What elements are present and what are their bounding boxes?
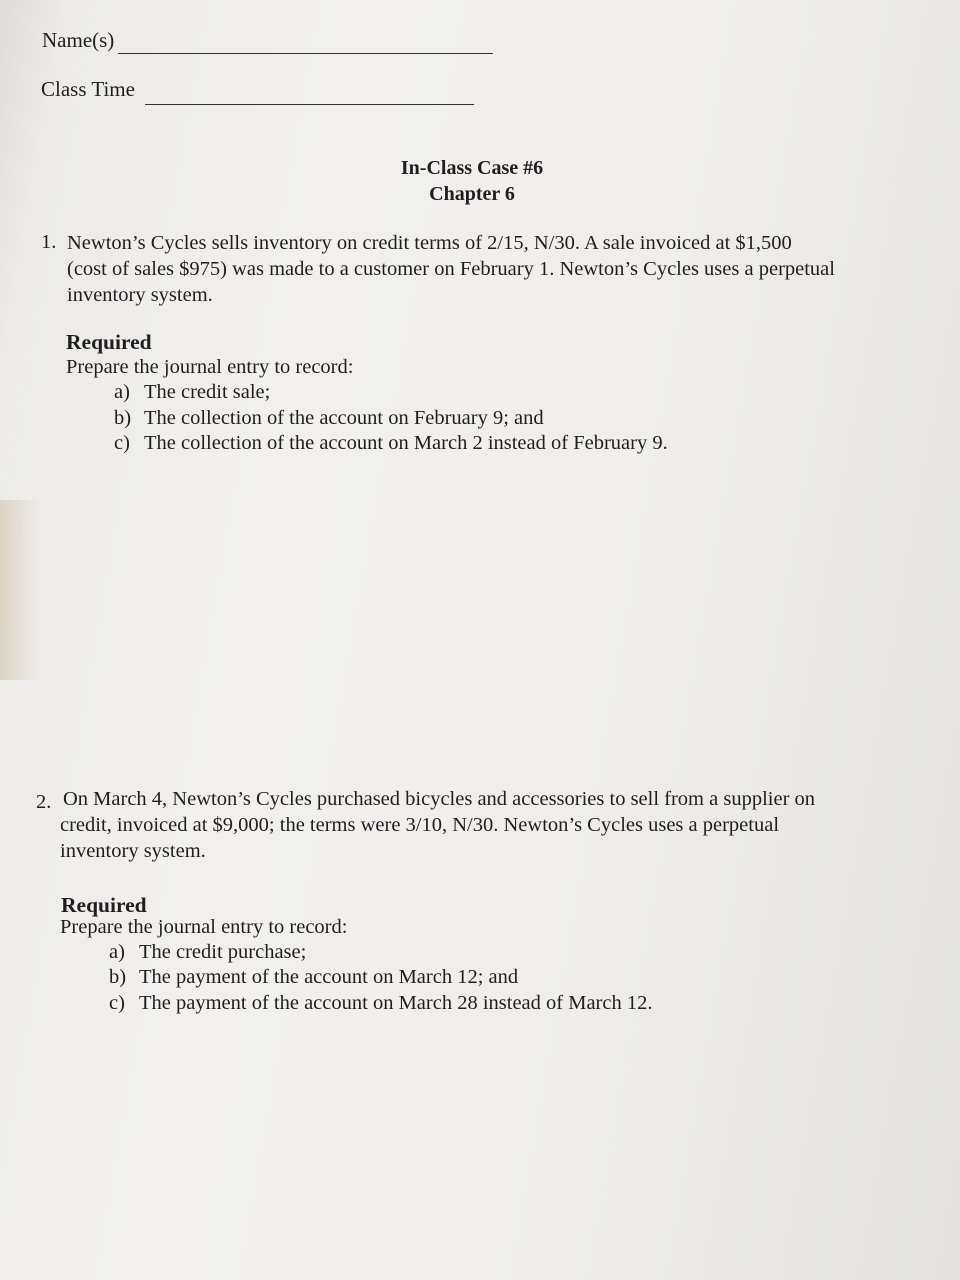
item-label: c) [109,992,125,1014]
names-label: Name(s) [42,28,115,52]
item-label: b) [109,966,127,988]
page-shadow [0,500,40,680]
question-1-item-b [114,407,544,430]
class-time-blank-line [145,104,474,105]
class-time-field [41,77,135,102]
question-2-item-b [109,966,518,989]
chapter-title: Chapter 6 [429,183,515,205]
names-blank-line [118,53,493,54]
item-text: The payment of the account on March 28 instead of March 12. [139,992,653,1014]
question-1-required-heading: Required [66,330,152,354]
question-1-instruction: Prepare the journal entry to record: [66,356,354,378]
item-label: a) [114,381,130,403]
question-2-text [60,786,816,864]
item-text: The payment of the account on March 12; and [139,966,519,988]
question-1-line: (cost of sales $975) was made to a customer on February 1. Newton’s Cycles uses a perpetual [67,258,835,280]
question-1-item-a [114,381,270,404]
item-text: The credit purchase; [139,941,307,963]
case-title: In-Class Case #6 [400,157,544,179]
question-2-item-a [109,941,306,964]
class-time-label: Class Time [41,77,135,101]
question-2-number: 2. [36,791,52,813]
question-1-line: inventory system. [67,284,213,306]
question-1-number: 1. [41,231,57,253]
item-text: The credit sale; [144,381,271,403]
item-label: c) [114,432,130,454]
item-label: b) [114,407,132,429]
item-text: The collection of the account on March 2 instead of February 9. [144,432,668,454]
question-2-item-c [109,992,652,1015]
question-1-text [67,230,835,308]
question-2-line: inventory system. [60,840,206,862]
question-1-item-c [114,432,668,455]
question-2-line: On March 4, Newton’s Cycles purchased bicycles and accessories to sell from a supplier on [63,788,816,810]
question-2-required-heading: Required [61,893,147,917]
names-field [42,28,114,53]
item-label: a) [109,941,125,963]
item-text: The collection of the account on February 9; and [144,407,544,429]
question-2-line: credit, invoiced at $9,000; the terms were 3/10, N/30. Newton’s Cycles uses a perpetual [60,814,780,836]
question-1-line: Newton’s Cycles sells inventory on credit terms of 2/15, N/30. A sale invoiced at $1,500 [67,232,792,254]
question-2-instruction: Prepare the journal entry to record: [60,916,348,938]
